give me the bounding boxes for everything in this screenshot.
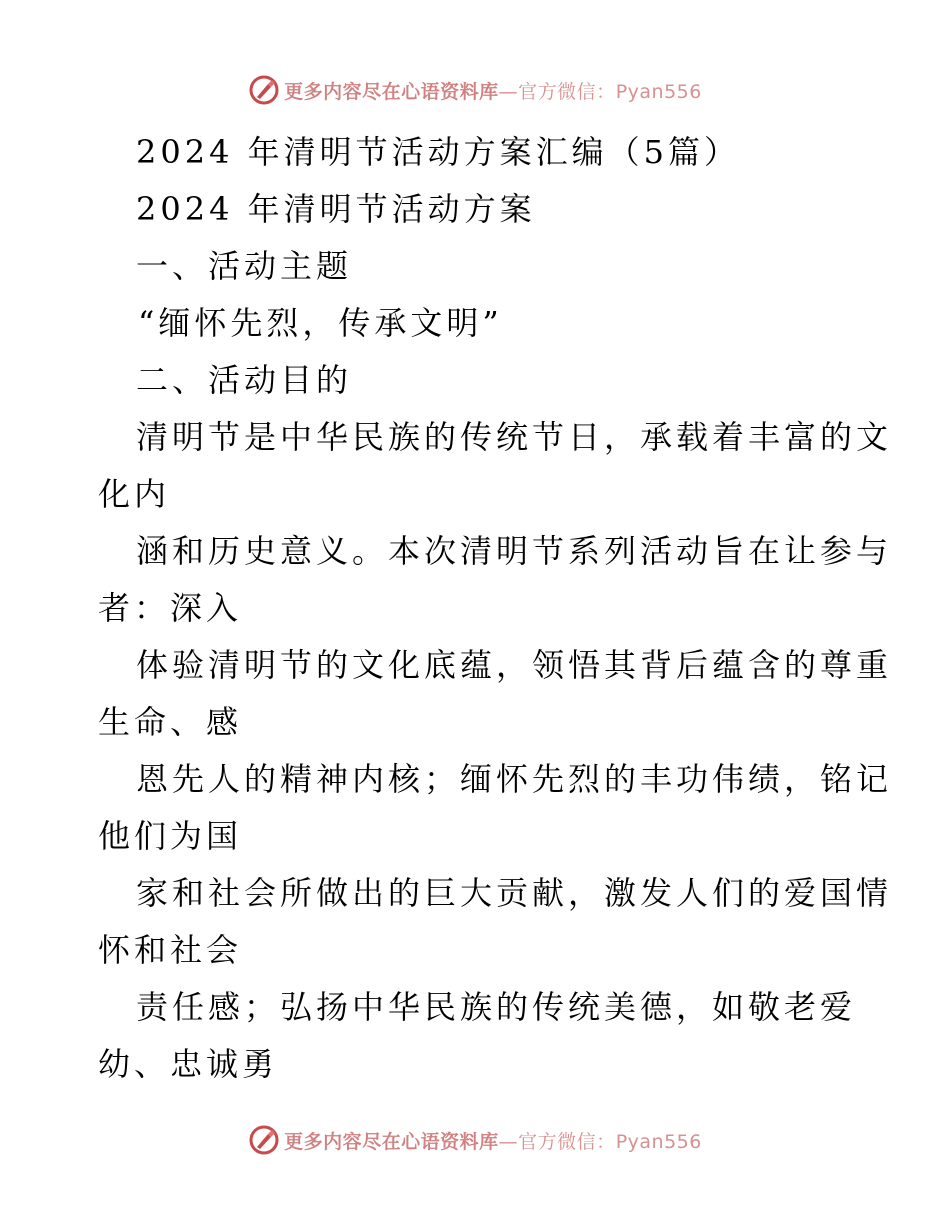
heading-theme: 一、活动主题 (136, 247, 353, 285)
paragraph-line: 怀和社会 (98, 931, 243, 969)
header-watermark (0, 70, 950, 110)
pen-logo-icon (248, 1124, 280, 1156)
watermark-text (284, 1127, 702, 1154)
paragraph-line: 责任感；弘扬中华民族的传统美德，如敬老爱 (136, 988, 857, 1026)
paragraph-line: 化内 (98, 475, 171, 513)
watermark-text (284, 77, 702, 104)
paragraph-line: 恩先人的精神内核；缅怀先烈的丰功伟绩，铭记 (136, 760, 893, 798)
document-title: 2024 年清明节活动方案汇编（5篇） (136, 133, 740, 171)
paragraph-line: 他们为国 (98, 817, 243, 855)
pen-logo-icon (248, 74, 280, 106)
watermark-account: Pyan556 (615, 80, 702, 103)
theme-slogan: “缅怀先烈，传承文明” (138, 304, 503, 342)
paragraph-line: 体验清明节的文化底蕴，领悟其背后蕴含的尊重 (136, 646, 893, 684)
document-body (98, 124, 893, 1093)
watermark-account: Pyan556 (615, 1130, 702, 1153)
paragraph-line: 清明节是中华民族的传统节日，承载着丰富的文 (136, 418, 893, 456)
watermark-brand: 更多内容尽在心语资料库 (284, 80, 499, 103)
paragraph-line: 涵和历史意义。本次清明节系列活动旨在让参与 (136, 532, 893, 570)
paragraph-line: 幼、忠诚勇 (98, 1045, 279, 1083)
paragraph-line: 生命、感 (98, 703, 243, 741)
heading-purpose: 二、活动目的 (136, 361, 353, 399)
watermark-separator: — (498, 1130, 519, 1153)
paragraph-line: 者：深入 (98, 589, 243, 627)
watermark-label: 官方微信： (518, 1130, 616, 1153)
footer-watermark (0, 1120, 950, 1160)
watermark-label: 官方微信： (518, 80, 616, 103)
paragraph-line: 家和社会所做出的巨大贡献，激发人们的爱国情 (136, 874, 893, 912)
section-title: 2024 年清明节活动方案 (136, 190, 536, 228)
watermark-separator: — (498, 80, 519, 103)
watermark-brand: 更多内容尽在心语资料库 (284, 1130, 499, 1153)
